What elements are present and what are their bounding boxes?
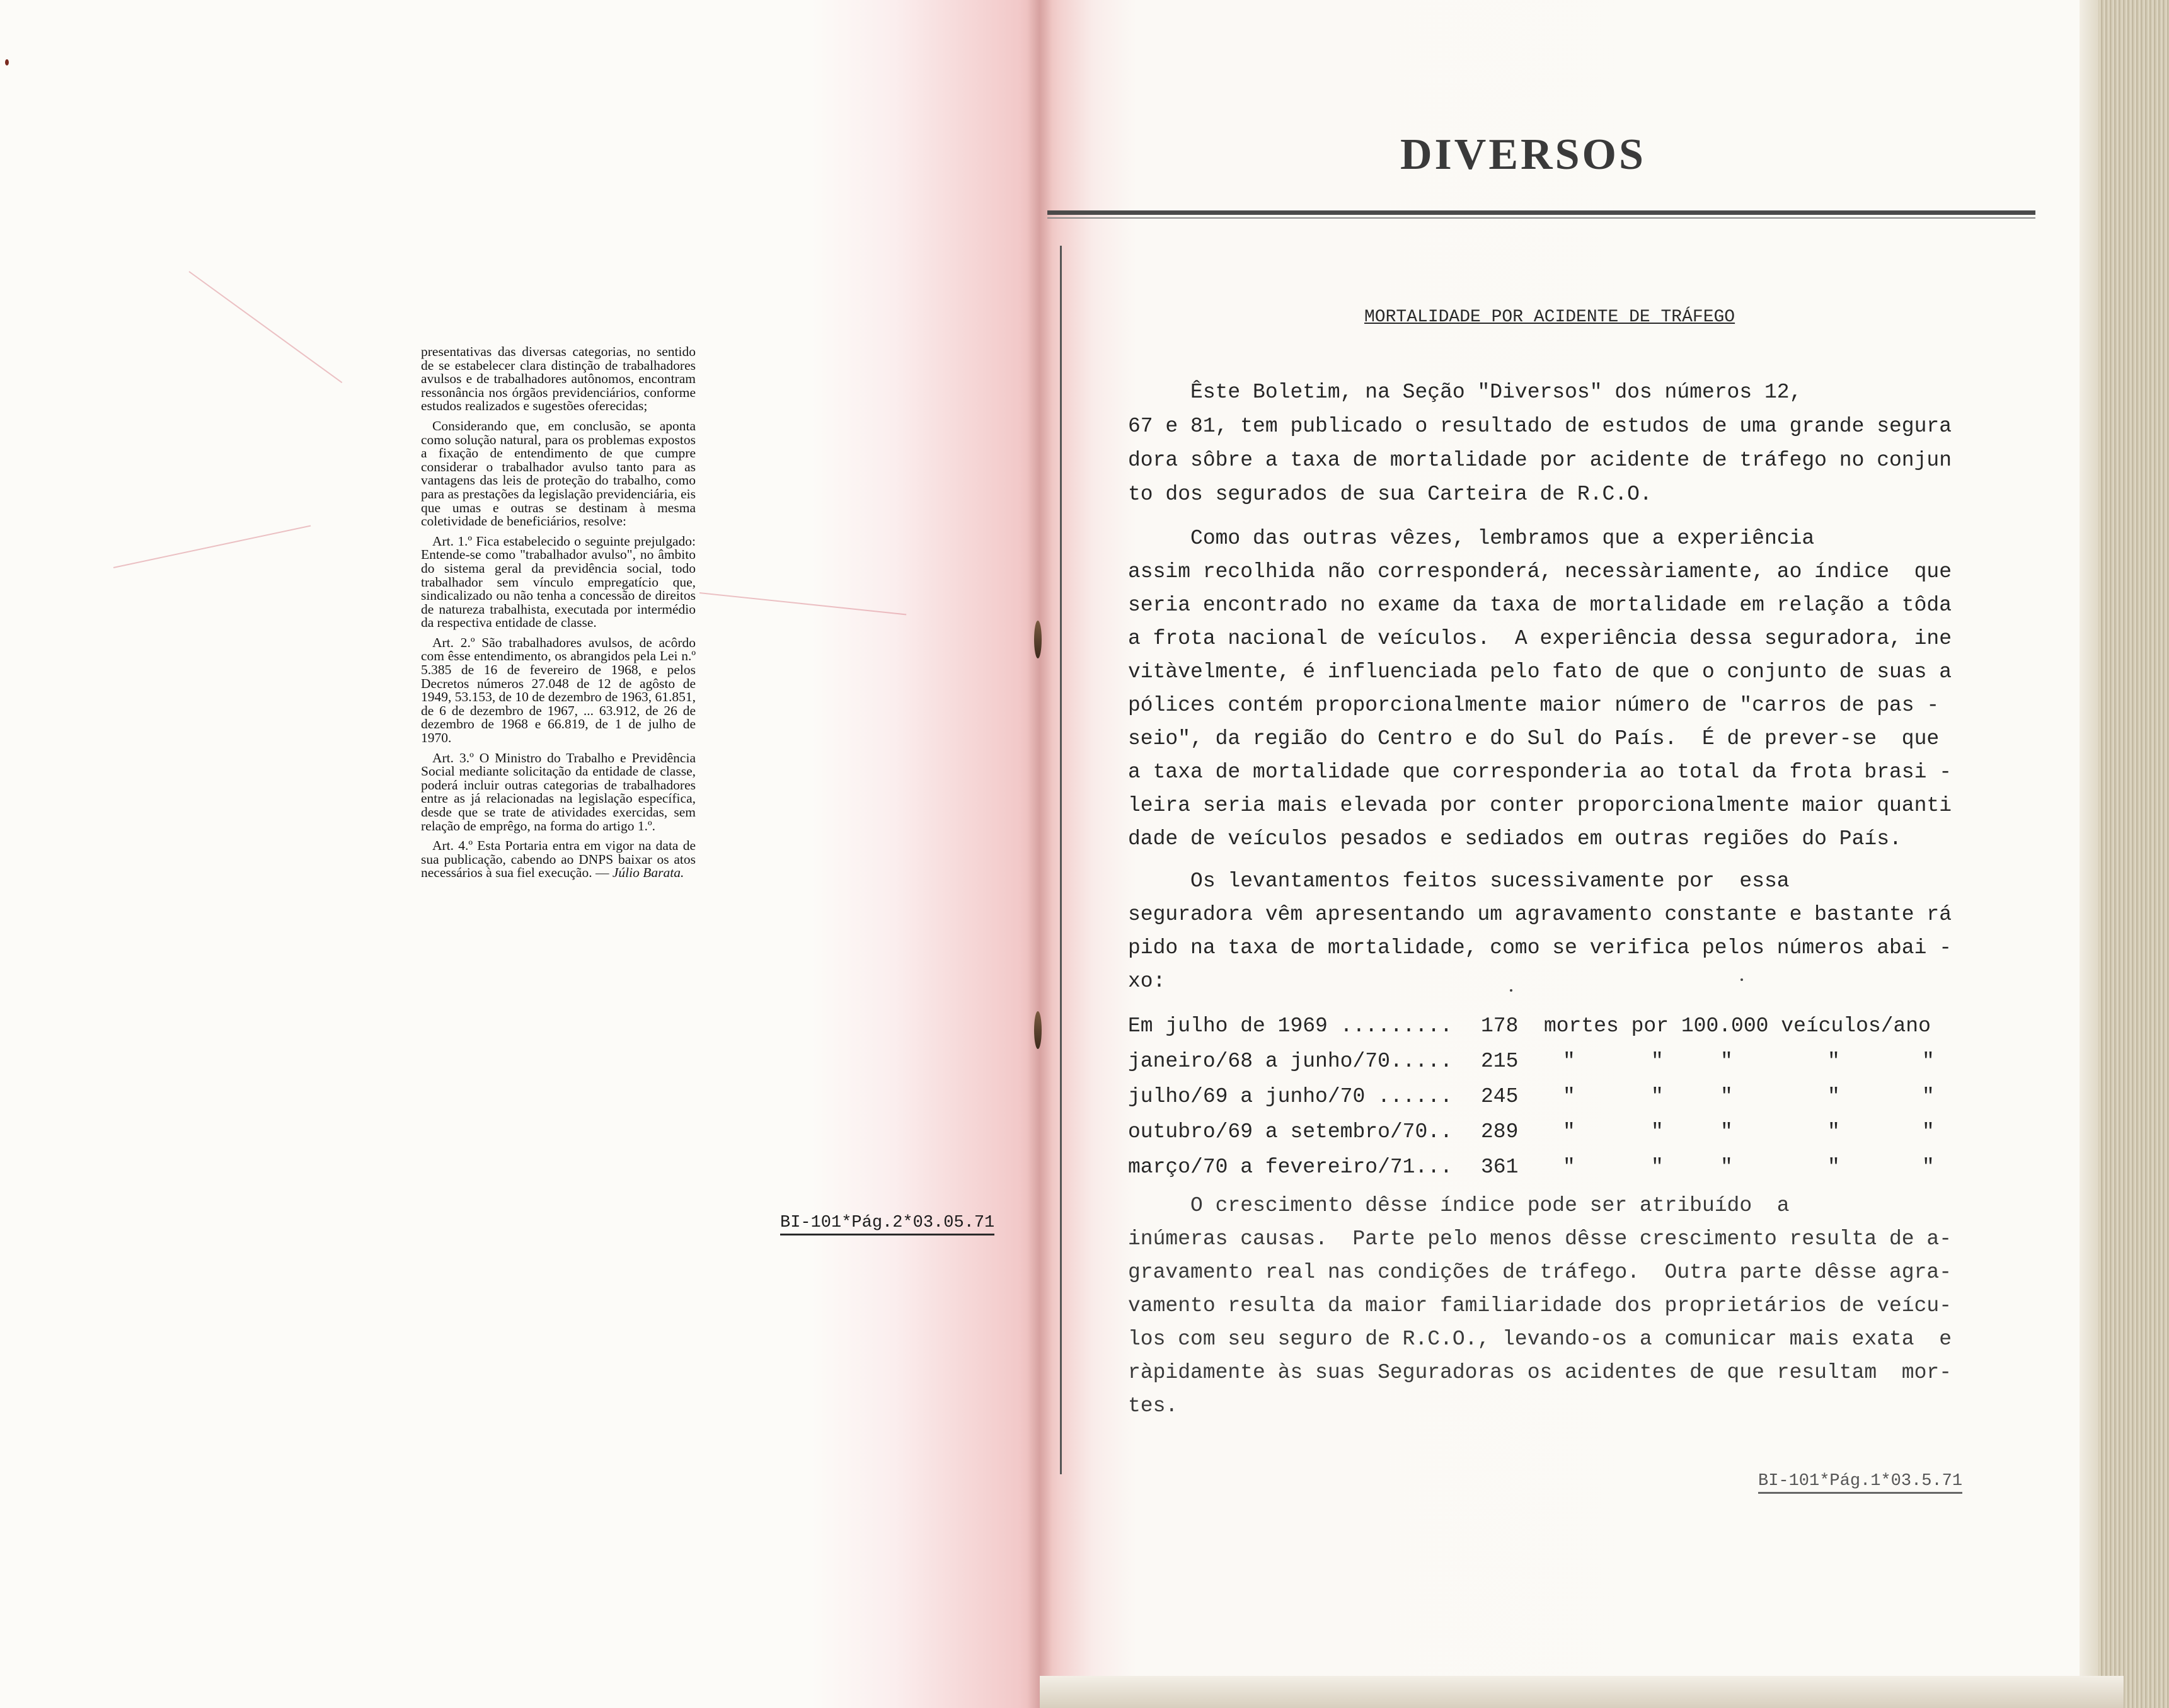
clipping-signature: Júlio Barata. <box>612 865 684 881</box>
margin-rule <box>1060 246 1062 1474</box>
ditto-mark: " <box>1651 1085 1664 1108</box>
newspaper-clipping <box>421 345 696 886</box>
section-title: DIVERSOS <box>1400 130 1646 179</box>
ditto-mark: " <box>1651 1155 1664 1179</box>
ditto-mark: " <box>1563 1120 1575 1143</box>
text-line: Os levantamentos feitos sucessivamente por essa <box>1128 869 1790 893</box>
ditto-mark: " <box>1827 1155 1840 1179</box>
clipping-paragraph <box>421 839 696 880</box>
table-unit: mortes por 100.000 veículos/ano <box>1544 1014 1931 1038</box>
ditto-mark: " <box>1651 1050 1664 1073</box>
text-line: los com seu seguro de R.C.O., levando-os a comunicar mais exata e <box>1128 1327 1952 1351</box>
ditto-mark: " <box>1563 1155 1575 1179</box>
table-period: julho/69 a junho/70 ...... <box>1128 1085 1453 1108</box>
text-line: seria encontrado no exame da taxa de mortalidade em relação a tôda <box>1128 593 1952 617</box>
text-line: vamento resulta da maior familiaridade dos proprietários de veícu- <box>1128 1294 1952 1317</box>
table-period: janeiro/68 a junho/70..... <box>1128 1050 1453 1073</box>
clipping-paragraph: Art. 1.º Fica estabelecido o seguinte prejulgado: Entende-se como "trabalhador avulso", no âmbito do sistema geral da previdência social, todo trabalhador sem vínculo empregatício que, sindicalizado ou não tenha a concessão de direitos de natureza trabalhista, executada por intermédio da respectiva entidade de classe. <box>421 533 696 631</box>
ditto-mark: " <box>1922 1085 1935 1108</box>
ditto-mark: " <box>1720 1085 1733 1108</box>
article-heading: MORTALIDADE POR ACIDENTE DE TRÁFEGO <box>1364 307 1735 327</box>
table-period: março/70 a fevereiro/71... <box>1128 1155 1453 1179</box>
text-line: vitàvelmente, é influenciada pelo fato de que o conjunto de suas a <box>1128 660 1952 684</box>
ditto-mark: " <box>1720 1155 1733 1179</box>
ditto-mark: " <box>1922 1050 1935 1073</box>
left-page-footer: BI-101*Pág.2*03.05.71 <box>780 1213 994 1235</box>
binding-mark <box>1034 621 1042 658</box>
text-line: Como das outras vêzes, lembramos que a experiência <box>1128 527 1815 550</box>
text-line: ràpidamente às suas Seguradoras os acidentes de que resultam mor- <box>1128 1361 1952 1384</box>
text-line: pido na taxa de mortalidade, como se verifica pelos números abai - <box>1128 936 1952 960</box>
text-line: Êste Boletim, na Seção "Diversos" dos números 12, <box>1128 381 1802 404</box>
ink-speck <box>1510 989 1512 992</box>
clipping-paragraph: Considerando que, em conclusão, se aponta como solução natural, para os problemas expostos a fixação de entendimento de que cumpre considerar o trabalhador avulso tanto para as vantagens das leis de proteção do trabalho, como para as prestações da legislação previdenciária, eis que umas e outras se destinam à mesma coletividade de beneficiários, resolve: <box>421 418 696 529</box>
text-line: seio", da região do Centro e do Sul do País. É de prever-se que <box>1128 727 1940 750</box>
binding-mark <box>1034 1011 1042 1049</box>
book-bottom-edge <box>1040 1676 2124 1708</box>
ditto-mark: " <box>1922 1155 1935 1179</box>
text-line: tes. <box>1128 1394 1178 1418</box>
text-line: O crescimento dêsse índice pode ser atribuído a <box>1128 1194 1790 1217</box>
clipping-paragraph: Art. 2.º São trabalhadores avulsos, de acôrdo com êsse entendimento, os abrangidos pela Lei n.º 5.385 de 16 de fevereiro de 1968, e pelos Decretos números 27.048 de 12 de agôsto de 1949, 53.153, de 10 de dezembro de 1963, 61.851, de 6 de dezembro de 1967, ... 63.912, de 26 de dezembro de 1968 e 66.819, de 1 de julho de 1970. <box>421 634 696 746</box>
text-line: seguradora vêm apresentando um agravamento constante e bastante rá <box>1128 903 1952 926</box>
title-rule <box>1047 210 2035 215</box>
text-line: assim recolhida não corresponderá, necessàriamente, ao índice que <box>1128 560 1952 583</box>
book-gutter <box>1027 0 1052 1708</box>
title-rule-thin <box>1047 217 2035 219</box>
text-line: dade de veículos pesados e sediados em outras regiões do País. <box>1128 827 1902 851</box>
ditto-mark: " <box>1827 1120 1840 1143</box>
ditto-mark: " <box>1827 1050 1840 1073</box>
text-line: a frota nacional de veículos. A experiência dessa seguradora, ine <box>1128 627 1952 650</box>
table-period: outubro/69 a setembro/70.. <box>1128 1120 1453 1143</box>
text-line: gravamento real nas condições de tráfego. Outra parte dêsse agra- <box>1128 1261 1952 1284</box>
text-line: dora sôbre a taxa de mortalidade por acidente de tráfego no conjun <box>1128 449 1952 472</box>
table-value: 245 <box>1481 1085 1519 1108</box>
ditto-mark: " <box>1651 1120 1664 1143</box>
clipping-paragraph: Art. 3.º O Ministro do Trabalho e Previdência Social mediante solicitação da entidade de classe, poderá incluir outras categorias de trabalhadores entre as já relacionadas na legislação específica, desde que se trate de atividades exercidas, sem relação de emprêgo, na forma do artigo 1.º. <box>421 750 696 834</box>
table-value: 215 <box>1481 1050 1519 1073</box>
ditto-mark: " <box>1563 1050 1575 1073</box>
clipping-paragraph: presentativas das diversas categorias, no sentido de se estabelecer clara distinção de trabalhadores avulsos e de trabalhadores autônomos, encontram ressonância nos órgãos previdenciários, conforme estudos realizados e sugestões oferecidas; <box>421 344 696 414</box>
table-value: 361 <box>1481 1155 1519 1179</box>
text-line: pólices contém proporcionalmente maior número de "carros de pas - <box>1128 694 1940 717</box>
text-line: inúmeras causas. Parte pelo menos dêsse crescimento resulta de a- <box>1128 1227 1952 1251</box>
table-value: 289 <box>1481 1120 1519 1143</box>
ditto-mark: " <box>1827 1085 1840 1108</box>
ditto-mark: " <box>1922 1120 1935 1143</box>
book-fore-edge <box>2098 0 2169 1708</box>
text-line: leira seria mais elevada por conter proporcionalmente maior quanti <box>1128 794 1952 817</box>
text-line: a taxa de mortalidade que corresponderia ao total da frota brasi - <box>1128 760 1952 784</box>
text-line: to dos segurados de sua Carteira de R.C.O. <box>1128 483 1652 506</box>
ditto-mark: " <box>1563 1085 1575 1108</box>
table-period: Em julho de 1969 ......... <box>1128 1014 1453 1038</box>
table-value: 178 <box>1481 1014 1519 1038</box>
ink-speck <box>1740 978 1743 981</box>
text-line: 67 e 81, tem publicado o resultado de estudos de uma grande segura <box>1128 415 1952 438</box>
ditto-mark: " <box>1720 1120 1733 1143</box>
clipping-text: Art. 4.º Esta Portaria entra em vigor na data de sua publicação, cabendo ao DNPS baixar os atos necessários à sua fiel execução. — <box>421 838 696 881</box>
right-page-footer: BI-101*Pág.1*03.5.71 <box>1758 1472 1962 1494</box>
text-line: xo: <box>1128 970 1166 993</box>
ditto-mark: " <box>1720 1050 1733 1073</box>
ink-speck <box>5 59 9 66</box>
